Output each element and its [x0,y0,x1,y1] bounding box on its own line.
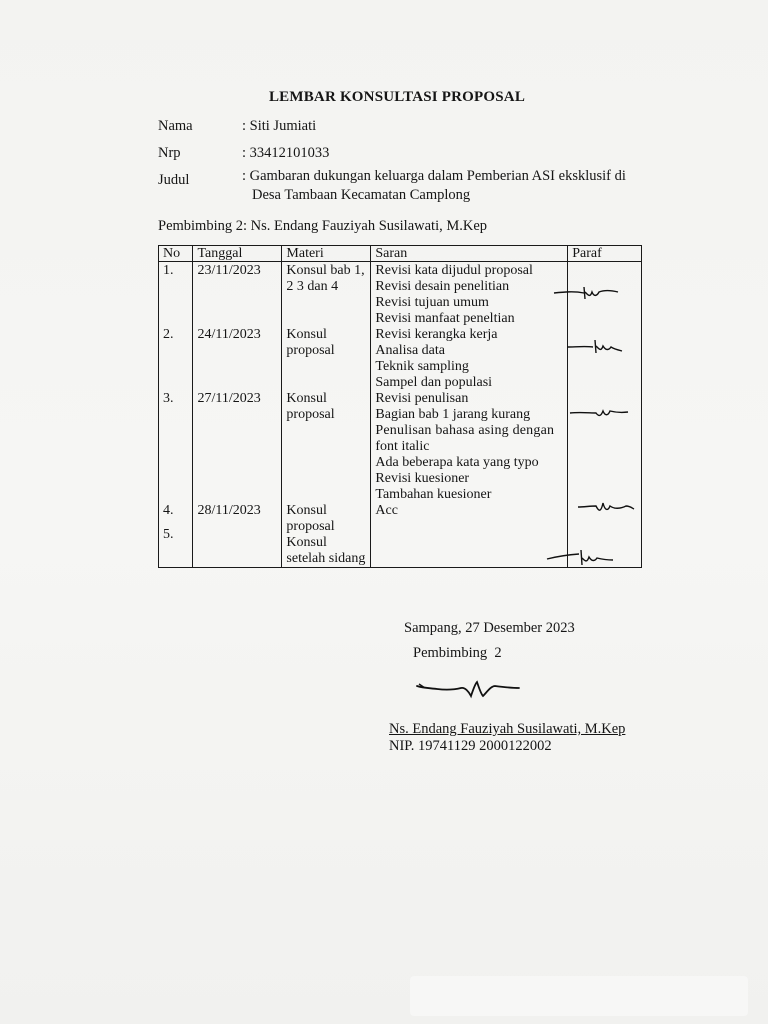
row-materi: setelah sidang [286,551,366,566]
saran-item: Teknik sampling [375,359,469,374]
saran-item: Revisi manfaat peneltian [375,311,515,326]
saran-item: Revisi kerangka kerja [375,327,498,342]
saran-item: font italic [375,439,430,454]
row-date: 28/11/2023 [197,503,261,518]
paraf-signature-2 [565,337,625,357]
saran-item: Ada beberapa kata yang typo [375,455,539,470]
paraf-signature-1 [552,283,622,303]
header-tanggal: Tanggal [193,246,282,262]
row-number: 1. [163,263,174,278]
judul-line-1: : Gambaran dukungan keluarga dalam Pemberian ASI eksklusif di [242,168,626,184]
row-materi: proposal [286,407,335,422]
row-materi: Konsul [286,535,327,550]
row-number: 2. [163,327,174,342]
pembimbing-line: Pembimbing 2: Ns. Endang Fauziyah Susilawati, M.Kep [158,218,488,234]
header-paraf: Paraf [568,246,642,262]
judul-value [242,167,662,205]
saran-item: Revisi tujuan umum [375,295,489,310]
header-saran: Saran [371,246,568,262]
saran-item: Revisi desain penelitian [375,279,510,294]
saran-item: Revisi penulisan [375,391,469,406]
header-no: No [159,246,193,262]
row-number: 3. [163,391,174,406]
signature-place-date: Sampang, 27 Desember 2023 [404,620,575,636]
nama-label: Nama [158,118,193,134]
saran-item: Sampel dan populasi [375,375,493,390]
nama-value: : Siti Jumiati [242,118,317,134]
row-date: 23/11/2023 [197,263,261,278]
saran-item: Analisa data [375,343,445,358]
nrp-value: : 33412101033 [242,145,330,161]
row-materi: Konsul bab 1, [286,263,365,278]
scan-smudge [410,976,748,1016]
row-materi: Konsul [286,327,327,342]
main-signature [415,676,521,704]
document-title: LEMBAR KONSULTASI PROPOSAL [268,89,526,105]
header-materi: Materi [282,246,371,262]
saran-item: Acc [375,503,398,518]
signature-name: Ns. Endang Fauziyah Susilawati, M.Kep [389,721,626,737]
row-materi: 2 3 dan 4 [286,279,339,294]
row-date: 27/11/2023 [197,391,261,406]
row-materi: proposal [286,343,335,358]
saran-item: Penulisan bahasa asing dengan [375,423,555,438]
row-number: 5. [163,527,174,542]
paraf-signature-5 [545,547,615,569]
judul-line-2: Desa Tambaan Kecamatan Camplong [252,187,471,203]
row-date: 24/11/2023 [197,327,261,342]
signature-role: Pembimbing 2 [413,645,502,661]
nrp-label: Nrp [158,145,181,161]
row-number: 4. [163,503,174,518]
signature-nip: NIP. 19741129 2000122002 [389,738,552,754]
paraf-signature-4 [576,497,636,517]
table-header-row [159,246,642,262]
paraf-signature-3 [568,403,630,421]
saran-item: Bagian bab 1 jarang kurang [375,407,531,422]
row-materi: Konsul [286,503,327,518]
saran-item: Revisi kata dijudul proposal [375,263,533,278]
saran-item: Tambahan kuesioner [375,487,492,502]
row-materi: Konsul [286,391,327,406]
row-materi: proposal [286,519,335,534]
judul-label: Judul [158,172,190,188]
saran-item: Revisi kuesioner [375,471,470,486]
